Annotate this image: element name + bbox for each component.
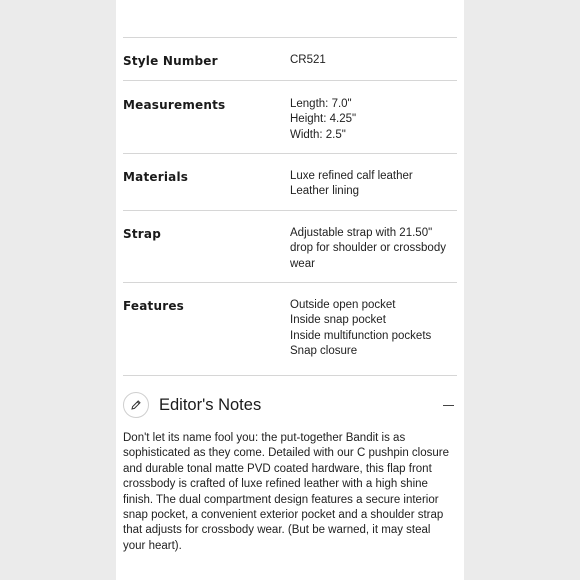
editors-notes-title: Editor's Notes [159,395,262,414]
spec-value [290,38,457,80]
spec-row-measurements [123,80,457,153]
spec-label: Measurements [123,98,226,112]
spec-value-line: wear [290,257,315,270]
spec-value [290,154,457,210]
product-details-card [116,0,464,580]
spec-value-line: Length: 7.0" [290,98,352,110]
spec-value-line: CR521 [290,54,326,66]
spec-value-line: Inside multifunction pockets [290,329,432,342]
spec-label: Style Number [123,54,218,68]
spec-value-line: Adjustable strap with 21.50" [290,227,433,239]
notes-line: sophisticated as they come. Detailed with our C pushpin closure [123,447,450,460]
editors-notes-body [123,431,457,554]
spec-value-line: Luxe refined calf leather [290,170,413,182]
spec-label: Materials [123,170,189,184]
spec-row-strap [123,210,457,282]
divider [123,375,457,376]
spec-value-line: Leather lining [290,185,360,198]
notes-line: that adjusts for crossbody wear. (But be warned, it may steal [123,524,431,537]
pencil-icon [123,392,149,418]
notes-line: your heart). [123,539,182,552]
editors-notes-header[interactable] [123,390,457,420]
spec-value-line: drop for shoulder or crossbody [290,242,446,255]
spec-value-line: Width: 2.5" [290,128,346,141]
spec-label: Strap [123,227,161,241]
spec-value-line: Snap closure [290,345,358,358]
spec-value-line: Inside snap pocket [290,314,386,327]
spec-value [290,211,457,282]
spec-label: Features [123,299,185,313]
spec-value [290,283,457,375]
spec-row-features [123,282,457,375]
minus-icon[interactable] [443,399,455,411]
notes-line: snap pocket, a convenient exterior pocket and a shoulder strap [123,509,444,522]
spec-value-line: Outside open pocket [290,299,396,311]
spec-row-style-number [123,37,457,80]
spec-value [290,82,457,153]
spec-value-line: Height: 4.25" [290,113,357,126]
notes-line: Don't let its name fool you: the put-together Bandit is as [123,432,406,444]
spec-row-materials [123,153,457,210]
notes-line: crossbody is crafted of luxe refined leather with a high shine [123,478,428,491]
notes-line: finish. The dual compartment design features a secure interior [123,493,439,506]
notes-line: and durable tonal matte PVD coated hardware, this flap front [123,462,432,475]
specs-table [123,37,457,376]
